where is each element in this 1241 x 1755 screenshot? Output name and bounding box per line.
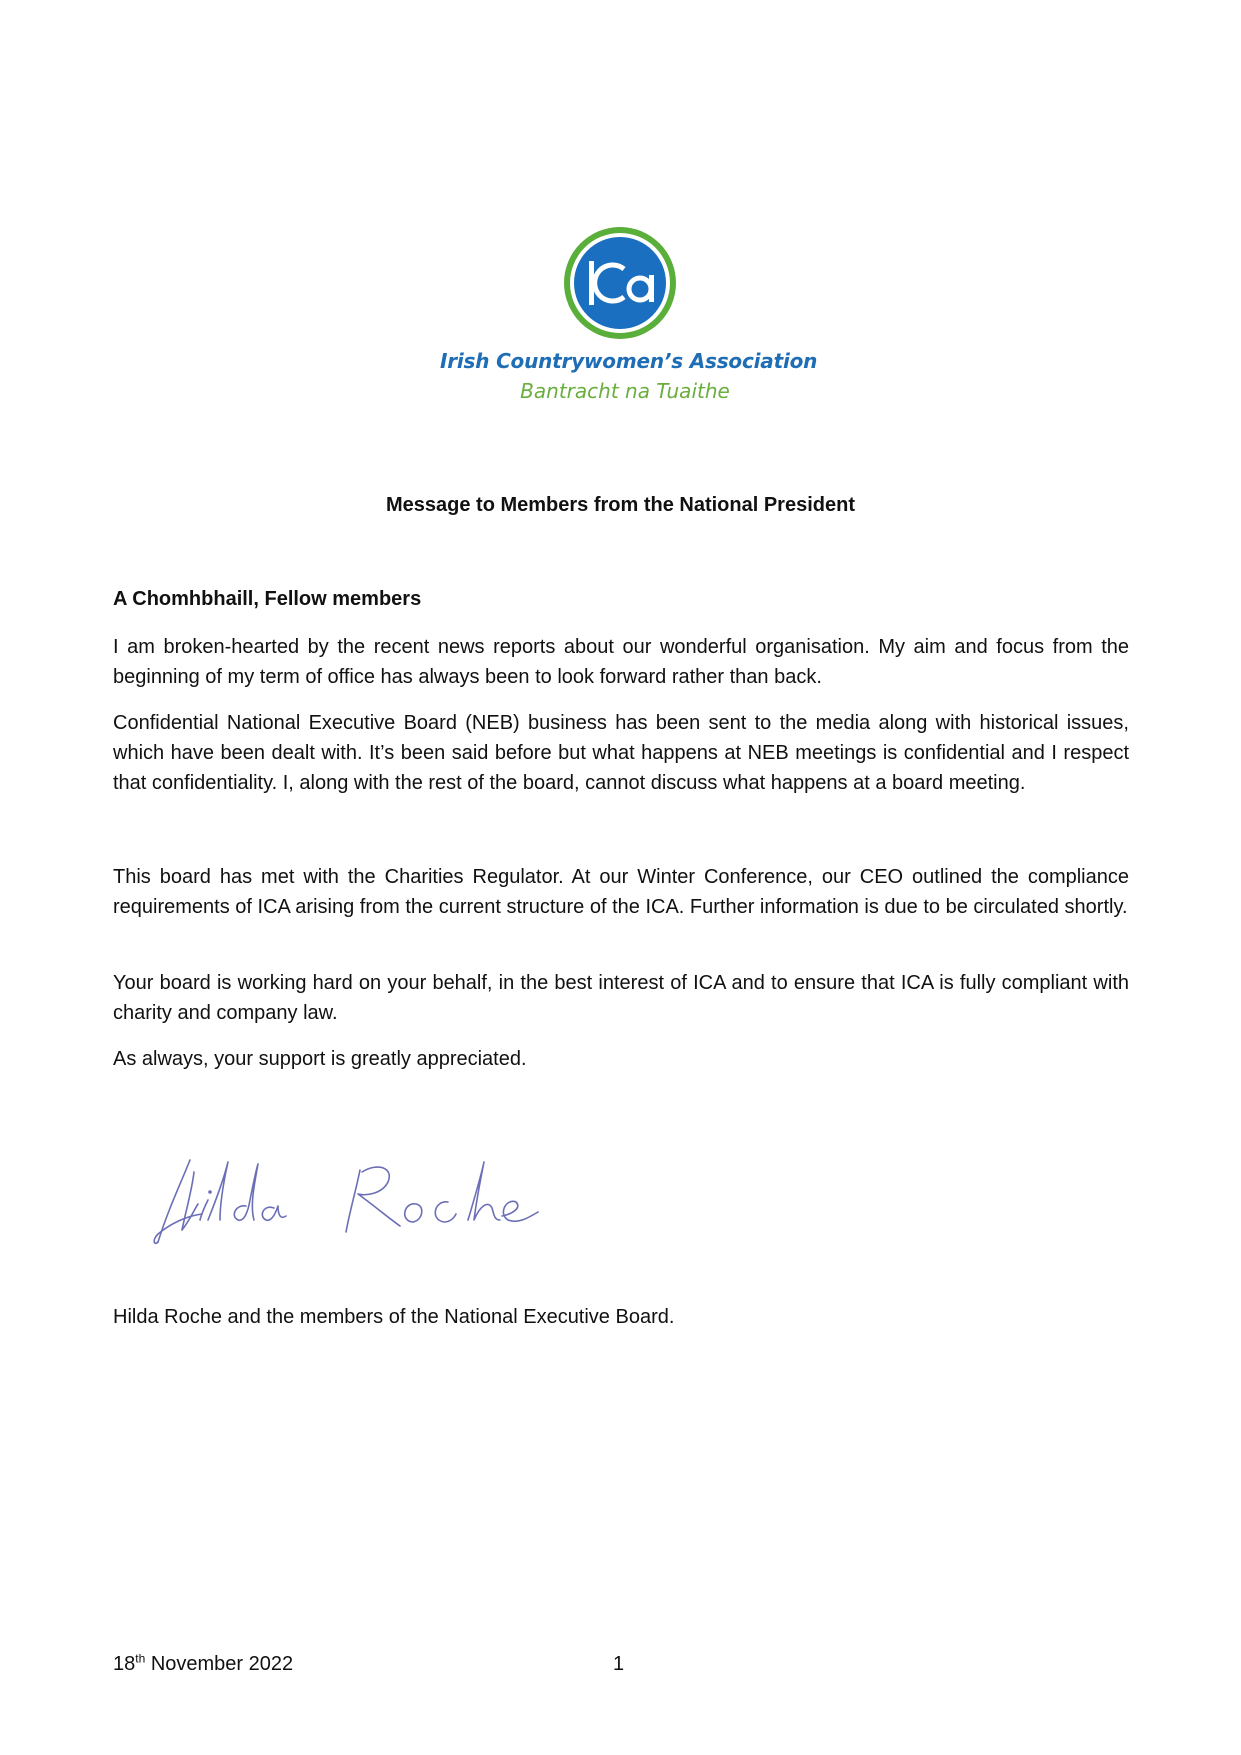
- salutation: A Chomhbhaill, Fellow members: [113, 588, 422, 610]
- paragraph: This board has met with the Charities Regulator. At our Winter Conference, our CEO outlined the compliance requirements of ICA arising from the current structure of the ICA. Further information is due to be circulated shortly.: [113, 866, 1129, 918]
- date-day: 18: [113, 1653, 136, 1675]
- letter-title: Message to Members from the National President: [385, 494, 855, 516]
- handwritten-signature: [150, 1150, 550, 1250]
- organisation-irish-name: Bantracht na Tuaithe: [520, 379, 730, 403]
- ica-logo-emblem: [562, 225, 678, 341]
- ica-logo: [440, 225, 818, 410]
- paragraph: Your board is working hard on your behalf, in the best interest of ICA and to ensure that ICA is fully compliant with charity and company law.: [113, 972, 1129, 1024]
- organisation-name: Irish Countrywomen’s Association: [440, 349, 818, 373]
- paragraph: I am broken-hearted by the recent news reports about our wonderful organisation. My aim and focus from the beginning of my term of office has always been to look forward rather than back.: [113, 636, 1129, 688]
- paragraph: Confidential National Executive Board (NEB) business has been sent to the media along with historical issues, which have been dealt with. It’s been said before but what happens at NEB meetings is confidential and I respect that confidentiality. I, along with the rest of the board, cannot discuss what happens at a board meeting.: [113, 712, 1129, 794]
- sign-off: Hilda Roche and the members of the National Executive Board.: [113, 1306, 675, 1328]
- date-month-year: November 2022: [145, 1653, 294, 1675]
- paragraph: As always, your support is greatly appreciated.: [113, 1048, 527, 1070]
- page-number: 1: [613, 1653, 625, 1675]
- date-suffix: th: [135, 1651, 146, 1666]
- footer-date: [113, 1653, 293, 1676]
